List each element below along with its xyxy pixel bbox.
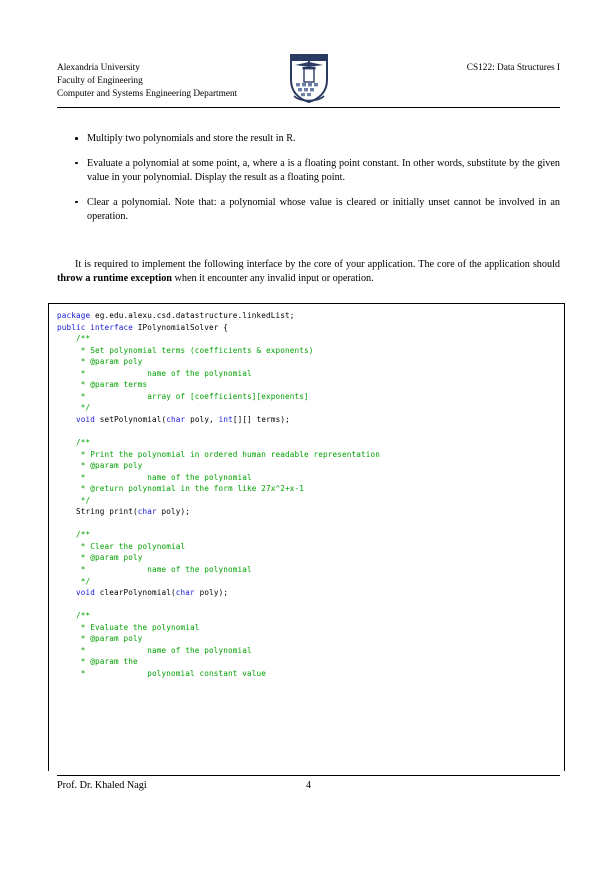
code-line [57,669,266,678]
list-item-text: Evaluate a polynomial at some point, a, where a is a floating point constant. In other words, substitute by the given value in your polynomial. Display the result as a floating point. [87,157,560,183]
code-line [57,507,190,516]
code-line [57,496,90,505]
code-line [57,542,185,551]
code-token-cm: * Clear the polynomial [57,541,186,551]
code-listing-box [48,303,565,771]
footer-divider [57,775,560,776]
code-token-pl: setPolynomial( [95,414,167,424]
list-item-text: Clear a polynomial. Note that: a polynomial whose value is cleared or initially unset cannot be involved in an operation. [87,196,560,222]
code-line [57,518,564,530]
code-token-cm: * polynomial constant value [57,668,267,678]
code-token-cm: /** [57,530,91,540]
code-token-cm: * name of the polynomial [57,472,252,482]
code-token-pl: eg.edu.alexu.csd.datastructure.linkedList; [90,311,295,320]
code-token-cm: * name of the polynomial [57,645,252,655]
code-token-cm: * @param poly [57,461,143,471]
code-line [57,553,143,562]
code-line [57,369,252,378]
code-token-cm: * @param poly [57,357,143,367]
list-item [57,196,560,224]
institution-line-3: Computer and Systems Engineering Department [57,89,238,100]
code-line [57,415,290,424]
code-token-kw: char [175,588,195,598]
code-token-kw: public interface [57,322,134,332]
code-token-cm: * @return polynomial in the form like 27x^2+x-1 [57,484,305,494]
code-line [57,334,90,343]
code-line [57,473,252,482]
code-line [57,346,314,355]
footer-page-number: 4 [305,780,312,791]
code-token-kw: char [166,414,186,424]
list-item [57,132,560,146]
list-item [57,157,560,185]
code-token-cm: /** [57,611,91,621]
code-token-cm: */ [57,576,91,586]
header-divider [57,107,560,108]
code-token-cm: /** [57,334,91,344]
code-token-kw: void [76,588,96,598]
code-token-cm: */ [57,495,91,505]
bullet-dot-icon [75,137,78,140]
paragraph-part-2: when it encounter any invalid input or operation. [171,273,374,285]
code-token-cm: * @param the [57,657,138,667]
code-line [57,392,309,401]
code-token-kw: package [57,311,91,320]
institution-block [57,62,237,102]
code-line [57,484,304,493]
code-line [57,611,90,620]
footer-author: Prof. Dr. Khaled Nagi [57,780,147,791]
institution-line-2: Faculty of Engineering [57,76,143,87]
code-token-kw: void [76,414,96,424]
code-token-pl [57,415,76,424]
code-line [57,461,143,470]
list-item-text: Multiply two polynomials and store the result in R. [87,133,296,144]
code-token-pl: String print( [57,507,138,517]
code-line [57,565,252,574]
bullet-dot-icon [75,162,78,165]
paragraph-emphasis: throw a runtime exception [57,273,172,285]
bullet-dot-icon [75,201,78,204]
code-line [57,425,564,437]
code-line [57,623,200,632]
institution-line-1: Alexandria University [57,63,140,73]
code-line [57,450,380,459]
paragraph-part-1: It is required to implement the following interface by the core of your application. The core of the application should [75,259,560,271]
code-token-kw: char [137,507,157,517]
alexandria-university-lighthouse-emblem-icon [287,52,331,104]
code-line [57,577,90,586]
code-token-cm: */ [57,403,91,413]
code-token-cm: * @param terms [57,380,148,390]
code-line [57,530,90,539]
interface-intro-paragraph [57,258,560,287]
code-token-cm: * @param poly [57,553,143,563]
code-token-cm: * Set polynomial terms (coefficients & exponents) [57,345,314,355]
code-line [57,599,564,611]
code-line [57,634,143,643]
code-token-cm: * @param poly [57,634,143,644]
code-line [57,311,295,320]
code-token-kw: int [218,414,233,424]
code-line [57,657,138,666]
page-header [57,62,560,108]
code-token-cm: * name of the polynomial [57,368,252,378]
code-line [57,323,228,332]
code-line [57,403,90,412]
code-line [57,380,147,389]
code-line [57,588,228,597]
header-row [57,62,560,108]
code-token-pl: [][] terms); [232,414,290,424]
code-token-cm: * Evaluate the polynomial [57,622,200,632]
code-token-pl [57,588,76,597]
course-title: CS122: Data Structures I [466,63,560,73]
code-token-cm: /** [57,438,91,448]
code-token-pl: poly, [185,414,219,424]
code-line [57,646,252,655]
code-token-pl: clearPolynomial( [95,588,176,598]
java-interface-source [49,304,564,680]
page-footer [57,780,560,796]
code-token-cm: * Print the polynomial in ordered human readable representation [57,449,381,459]
code-token-pl: poly); [156,507,191,517]
code-token-cm: * name of the polynomial [57,565,252,575]
code-token-pl: poly); [194,588,229,598]
code-token-cm: * array of [coefficients][exponents] [57,391,309,401]
code-line [57,438,90,447]
code-line [57,357,143,366]
requirements-list [57,132,560,224]
code-token-pl: IPolynomialSolver { [133,322,229,332]
